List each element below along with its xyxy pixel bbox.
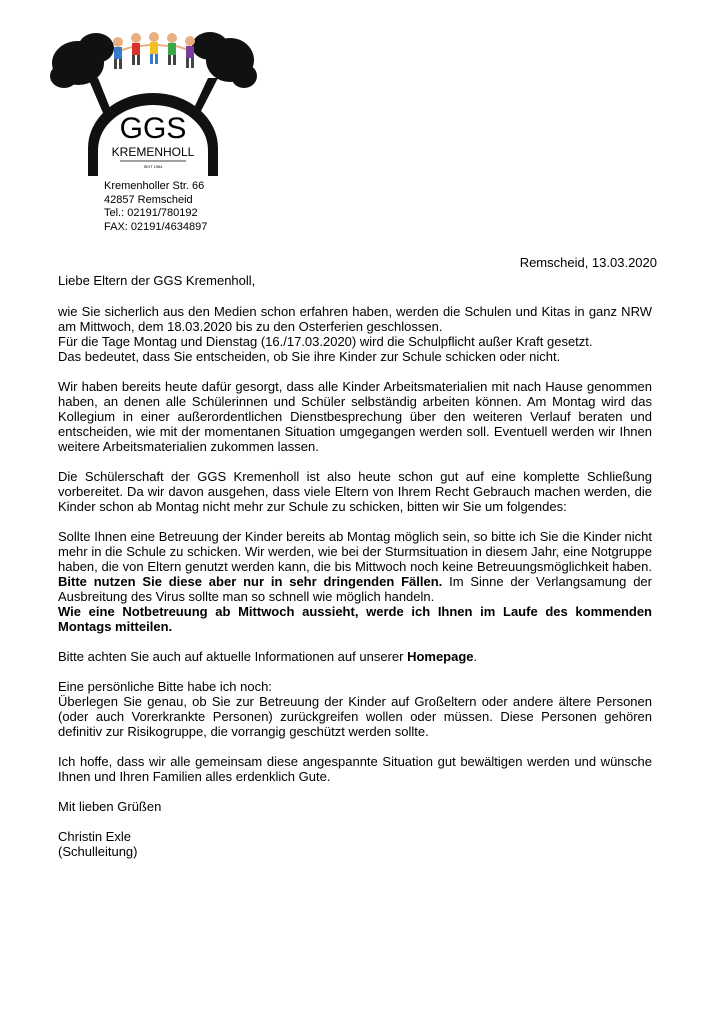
- paragraph-5-text: Bitte achten Sie auch auf aktuelle Informationen auf unserer: [58, 649, 408, 664]
- notbetreuung-notice-text: Wie eine Notbetreuung ab Mittwoch aussieht, werde ich Ihnen im Laufe des kommenden Montags mitteilen.: [58, 604, 652, 634]
- address-city: 42857 Remscheid: [104, 193, 193, 206]
- paragraph-6-line-2: Überlegen Sie genau, ob Sie zur Betreuung der Kinder auf Großeltern oder andere ältere Personen (oder auch Vorerkrankte Personen) zurückgreifen wollen oder müssen. Diese Personen gehören definitiv zur Risikogruppe, die vorrangig geschützt werden sollte.: [58, 694, 652, 739]
- letter-body: [58, 273, 652, 859]
- logo-ggs-text: GGS: [119, 112, 187, 145]
- letter-date: Remscheid, 13.03.2020: [519, 255, 657, 270]
- paragraph-4-emphasis: Bitte nutzen Sie diese aber nur in sehr dringenden Fällen.: [58, 574, 443, 589]
- signer-role: (Schulleitung): [58, 844, 138, 859]
- paragraph-6-line-1: Eine persönliche Bitte habe ich noch:: [58, 679, 272, 694]
- homepage-reference: Homepage: [407, 649, 474, 664]
- paragraph-4: [58, 529, 652, 604]
- address-fax: FAX: 02191/4634897: [104, 220, 208, 233]
- paragraph-5-end: .: [473, 649, 478, 664]
- address-phone: Tel.: 02191/780192: [104, 207, 198, 219]
- paragraph-2: Wir haben bereits heute dafür gesorgt, dass alle Kinder Arbeitsmaterialien mit nach Hause genommen haben, an denen alle Schülerinnen und Schüler selbständig arbeiten können. Am Montag wird das Kollegium in einer außerordentlichen Dienstbesprechung über den weiteren Verlauf beraten und entscheiden, wie mit der momentanen Situation umgegangen werden soll. Eventuell werden wir Ihnen weitere Arbeitsmaterialien zukommen lassen.: [58, 379, 652, 454]
- paragraph-1-line-2: Für die Tage Montag und Dienstag (16./17.03.2020) wird die Schulpflicht außer Kraft gesetzt.: [58, 334, 593, 349]
- school-address: [104, 180, 207, 234]
- notbetreuung-notice: [58, 604, 652, 634]
- paragraph-4-text-2: Im Sinne der Verlangsamung der Ausbreitung des Virus sollte man so schnell wie möglich handeln.: [58, 574, 652, 604]
- paragraph-3: Die Schülerschaft der GGS Kremenholl ist also heute schon gut auf eine komplette Schließung vorbereitet. Da wir davon ausgehen, dass viele Eltern von Ihrem Recht Gebrauch machen werden, die Kinder schon ab Montag nicht mehr zur Schule zu schicken, bitten wir Sie um folgendes:: [58, 469, 652, 514]
- school-logo: [48, 28, 258, 178]
- right-trunk: [194, 78, 218, 113]
- logo-kremenholl-text: KREMENHOLL: [111, 145, 195, 159]
- left-trunk: [88, 78, 110, 113]
- paragraph-5: [58, 649, 652, 664]
- children-figures: [113, 32, 195, 69]
- address-street: Kremenholler Str. 66: [104, 180, 205, 192]
- paragraph-7: Ich hoffe, dass wir alle gemeinsam diese angespannte Situation gut bewältigen werden und wünsche Ihnen und Ihren Familien alles erdenklich Gute.: [58, 754, 652, 784]
- logo-since-text: SEIT 1964: [143, 164, 163, 169]
- salutation: Liebe Eltern der GGS Kremenholl,: [58, 273, 256, 288]
- paragraph-4-text: Sollte Ihnen eine Betreuung der Kinder bereits ab Montag möglich sein, so bitte ich Sie die Kinder nicht mehr in die Schule zu schicken. Wir werden, wie bei der Sturmsituation in diesem Jahr, eine Notgruppe haben, die von Eltern genutzt werden kann, die bis Mittwoch noch keine Betreuungsmöglichkeit haben.: [58, 529, 652, 574]
- paragraph-1-line-1: wie Sie sicherlich aus den Medien schon erfahren haben, werden die Schulen und Kitas in ganz NRW am Mittwoch, dem 18.03.2020 bis zu den Osterferien geschlossen.: [58, 304, 652, 334]
- paragraph-1-line-3: Das bedeutet, dass Sie entscheiden, ob Sie ihre Kinder zur Schule schicken oder nicht.: [58, 349, 561, 364]
- signer-name: Christin Exle: [58, 829, 131, 844]
- closing: Mit lieben Grüßen: [58, 799, 162, 814]
